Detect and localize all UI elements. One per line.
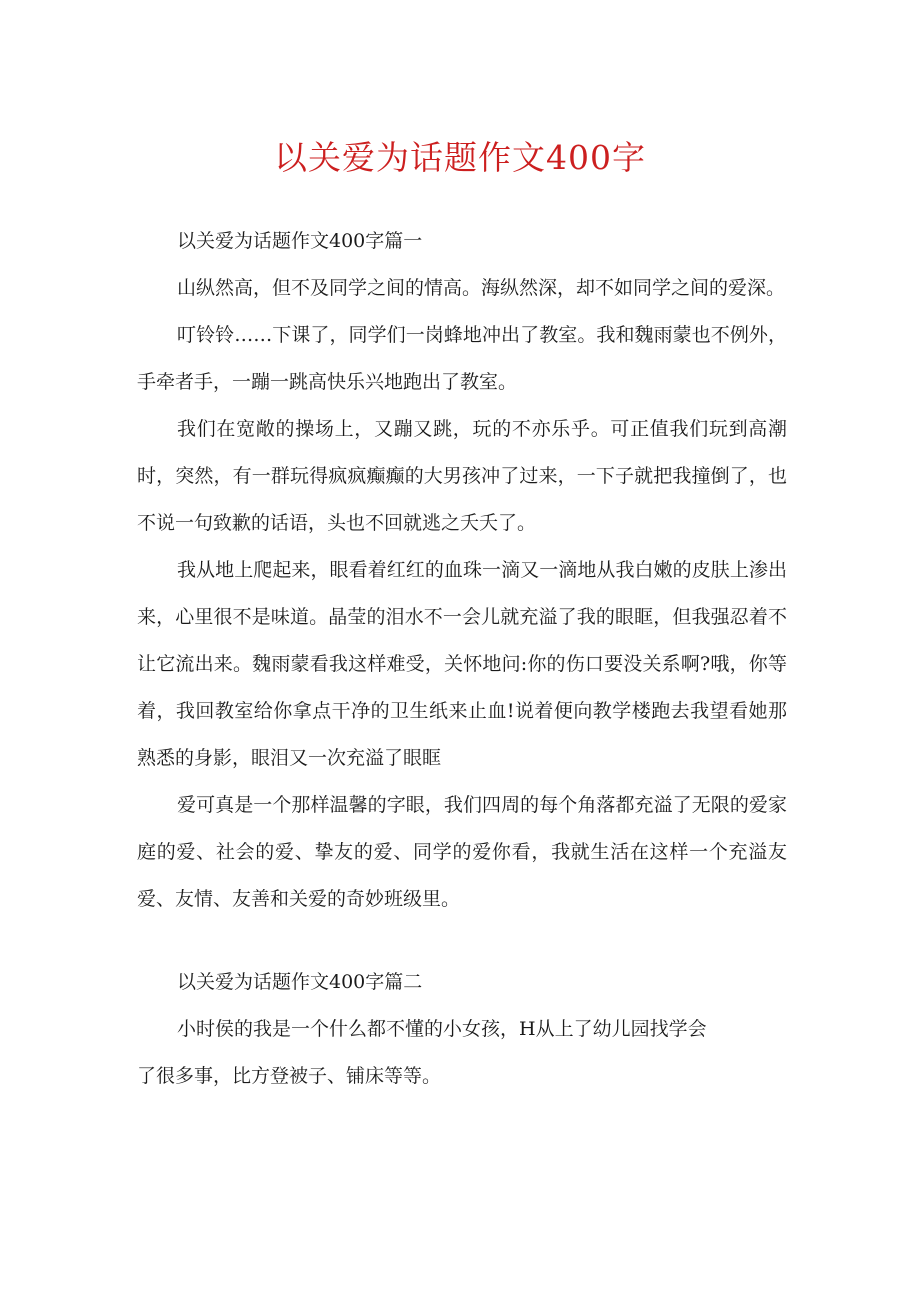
document-body: [137, 218, 787, 1100]
document-title: 以关爱为话题作文400字: [274, 138, 646, 177]
paragraph: 叮铃铃……下课了，同学们一岗蜂地冲出了教室。我和魏雨蒙也不例外，手牵者手，一蹦一跳高快乐兴地跑出了教室。: [137, 324, 787, 393]
paragraph: 小时侯的我是一个什么都不懂的小女孩，H从上了幼儿园找学会: [177, 1018, 707, 1040]
paragraph: 我们在宽敞的操场上，又蹦又跳，玩的不亦乐乎。可正值我们玩到高潮时，突然，有一群玩得疯疯癫癫的大男孩冲了过来，一下子就把我撞倒了，也不说一句致歉的话语，头也不回就逃之夭夭了。: [137, 418, 787, 534]
paragraph: 了很多事，比方登被子、铺床等等。: [137, 1065, 442, 1087]
paragraph: 山纵然高，但不及同学之间的情高。海纵然深，却不如同学之间的爱深。: [177, 277, 786, 299]
paragraph: 爱可真是一个那样温馨的字眼，我们四周的每个角落都充溢了无限的爱家庭的爱、社会的爱、挚友的爱、同学的爱你看，我就生活在这样一个充溢友爱、友情、友善和关爱的奇妙班级里。: [137, 794, 787, 910]
section-heading-2: 以关爱为话题作文400字篇二: [177, 971, 423, 993]
section-heading-1: 以关爱为话题作文400字篇一: [177, 230, 423, 252]
paragraph: 我从地上爬起来，眼看着红红的血珠一滴又一滴地从我白嫩的皮肤上渗出来，心里很不是味道。晶莹的泪水不一会儿就充溢了我的眼眶，但我强忍着不让它流出来。魏雨蒙看我这样难受，关怀地问:你的伤口要没关系啊?哦，你等着，我回教室给你拿点干净的卫生纸来止血!说着便向教学楼跑去我望看她那熟悉的身影，眼泪又一次充溢了眼眶: [137, 559, 787, 769]
